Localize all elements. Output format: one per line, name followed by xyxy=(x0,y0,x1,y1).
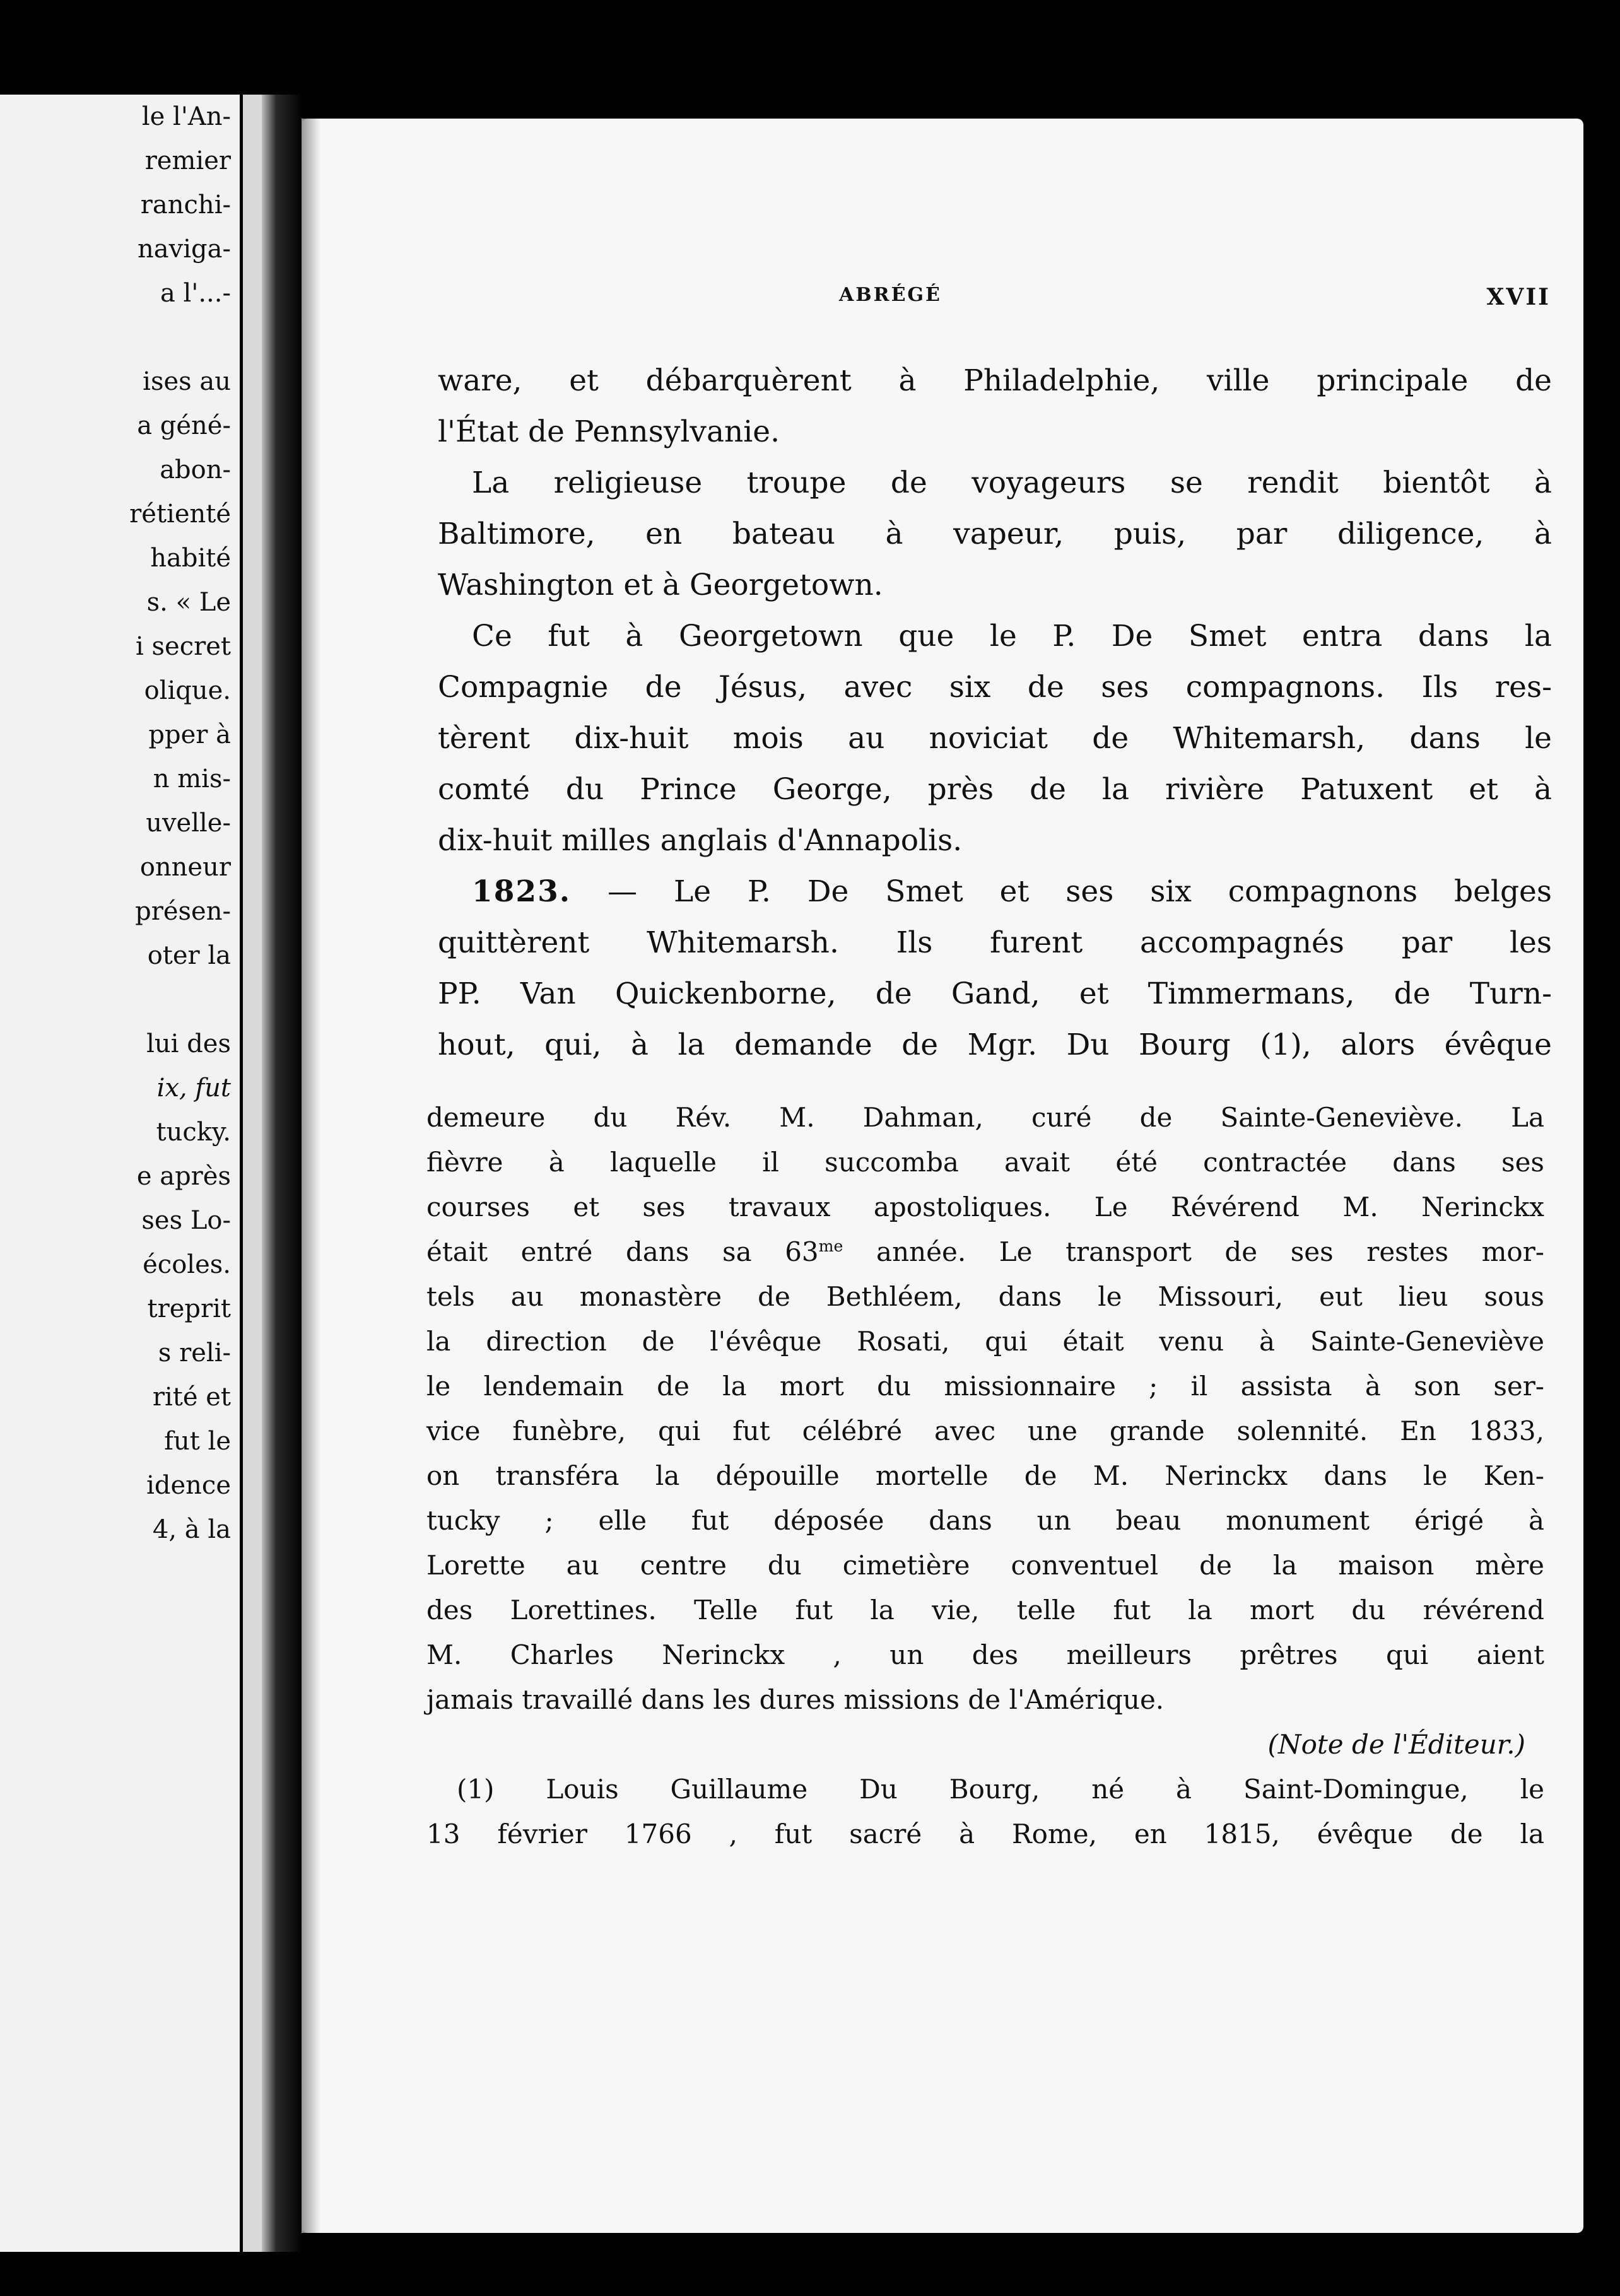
left-line: présen- xyxy=(135,897,231,926)
note-line: fièvre à laquelle il succomba avait été contractée dans ses xyxy=(426,1147,1544,1178)
text-line: Washington et à Georgetown. xyxy=(438,568,883,602)
left-line: treprit xyxy=(147,1294,231,1323)
left-line: lui des xyxy=(146,1029,231,1058)
note-line: le lendemain de la mort du missionnaire ; il assista à son ser- xyxy=(426,1371,1544,1402)
left-line: s. « Le xyxy=(146,588,231,617)
left-line: ises au xyxy=(143,367,231,396)
text-line: Baltimore, en bateau à vapeur, puis, par diligence, à xyxy=(438,517,1552,551)
left-line: oter la xyxy=(147,941,231,970)
left-line: abon- xyxy=(160,455,231,484)
text-line: hout, qui, à la demande de Mgr. Du Bourg (1), alors évêque xyxy=(438,1028,1552,1062)
footnote-line: 13 février 1766 , fut sacré à Rome, en 1815, évêque de la xyxy=(426,1819,1544,1849)
left-line: s reli- xyxy=(158,1338,231,1368)
left-line: i secret xyxy=(136,632,231,661)
note-line-start: était entré dans sa 63 xyxy=(426,1236,819,1267)
right-page xyxy=(302,119,1583,2233)
left-line: 4, à la xyxy=(152,1515,231,1544)
note-line: des Lorettines. Telle fut la vie, telle fut la mort du révérend xyxy=(426,1595,1544,1625)
text-line: Ce fut à Georgetown que le P. De Smet entra dans la xyxy=(472,619,1552,653)
left-line: a géné- xyxy=(137,411,231,440)
left-facing-page xyxy=(0,95,240,2252)
note-signature: (Note de l'Éditeur.) xyxy=(1267,1729,1525,1760)
note-line: jamais travaillé dans les dures missions de l'Amérique. xyxy=(426,1684,1165,1715)
note-line-end: année. Le transport de ses restes mor- xyxy=(843,1236,1544,1267)
text-line: La religieuse troupe de voyageurs se rendit bientôt à xyxy=(472,466,1552,500)
running-head-title: ABRÉGÉ xyxy=(839,284,942,306)
left-line: idence xyxy=(146,1471,231,1500)
left-line: e après xyxy=(136,1162,231,1191)
left-line: ses Lo- xyxy=(141,1206,231,1235)
left-line: écoles. xyxy=(143,1250,231,1279)
text-line-with-year xyxy=(438,866,1552,917)
left-line: remier xyxy=(144,146,231,175)
left-line: a l'...- xyxy=(160,279,231,308)
left-line: le l'An- xyxy=(141,102,231,131)
text-line: comté du Prince George, près de la rivière Patuxent et à xyxy=(438,772,1552,807)
left-line: pper à xyxy=(148,720,231,749)
note-line: vice funèbre, qui fut célébré avec une grande solennité. En 1833, xyxy=(426,1415,1544,1446)
note-line: la direction de l'évêque Rosati, qui était venu à Sainte-Geneviève xyxy=(426,1326,1544,1357)
year-marker: 1823. xyxy=(472,874,572,909)
left-line: n mis- xyxy=(153,764,231,794)
book-spine-shadow xyxy=(262,95,303,2252)
left-line: uvelle- xyxy=(146,809,231,838)
left-page-gutter xyxy=(243,95,262,2252)
page-inner-shadow xyxy=(302,119,320,2233)
left-line: rité et xyxy=(152,1383,231,1412)
note-line: demeure du Rév. M. Dahman, curé de Sainte-Geneviève. La xyxy=(426,1102,1544,1133)
footnote-line: (1) Louis Guillaume Du Bourg, né à Saint-Domingue, le xyxy=(457,1774,1544,1805)
left-line: rétienté xyxy=(129,500,231,529)
left-line: naviga- xyxy=(138,235,231,264)
left-page-text xyxy=(4,95,231,1552)
text-line: tèrent dix-huit mois au noviciat de Whitemarsh, dans le xyxy=(438,721,1552,756)
text-line: dix-huit milles anglais d'Annapolis. xyxy=(438,823,963,858)
text-line-rest: — Le P. De Smet et ses six compagnons belges xyxy=(608,874,1552,909)
note-line: on transféra la dépouille mortelle de M. Nerinckx dans le Ken- xyxy=(426,1460,1544,1491)
note-line: tucky ; elle fut déposée dans un beau monument érigé à xyxy=(426,1505,1544,1536)
left-line: habité xyxy=(150,544,231,573)
page-number: XVII xyxy=(1486,284,1551,310)
left-line xyxy=(4,315,231,360)
note-line: Lorette au centre du cimetière conventuel de la maison mère xyxy=(426,1550,1544,1581)
note-line: tels au monastère de Bethléem, dans le Missouri, eut lieu sous xyxy=(426,1281,1544,1312)
text-line: ware, et débarquèrent à Philadelphie, ville principale de xyxy=(438,363,1552,398)
left-line: onneur xyxy=(139,853,231,882)
ordinal-superscript: me xyxy=(818,1237,843,1255)
note-line-with-superscript xyxy=(426,1229,1544,1274)
left-line: olique. xyxy=(144,676,231,705)
text-line: Compagnie de Jésus, avec six de ses compagnons. Ils res- xyxy=(438,670,1552,705)
note-line: courses et ses travaux apostoliques. Le Révérend M. Nerinckx xyxy=(426,1192,1544,1222)
left-line: fut le xyxy=(164,1427,231,1456)
note-line: M. Charles Nerinckx , un des meilleurs prêtres qui aient xyxy=(426,1639,1544,1670)
main-text xyxy=(438,355,1552,1070)
text-line: PP. Van Quickenborne, de Gand, et Timmermans, de Turn- xyxy=(438,976,1552,1011)
left-line: tucky. xyxy=(156,1118,231,1147)
left-line xyxy=(4,978,231,1022)
text-line: quittèrent Whitemarsh. Ils furent accompagnés par les xyxy=(438,925,1552,960)
running-head xyxy=(302,284,1583,315)
left-line: ranchi- xyxy=(140,190,231,220)
editor-note xyxy=(426,1095,1544,1856)
text-line: l'État de Pennsylvanie. xyxy=(438,414,780,449)
left-line: ix, fut xyxy=(156,1074,231,1103)
